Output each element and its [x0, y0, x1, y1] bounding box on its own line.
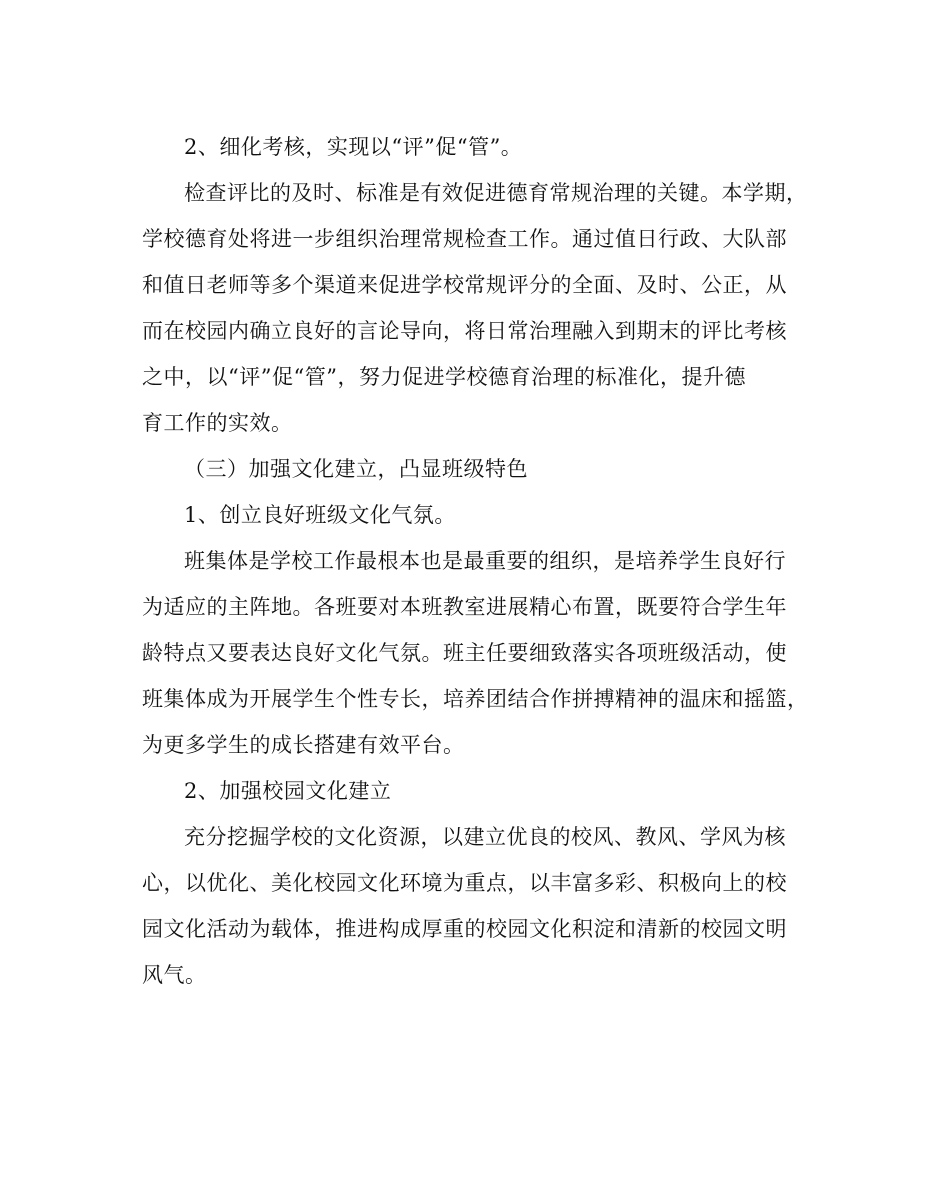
list-item-class-culture: [142, 492, 807, 538]
text-line: 2、加强校园文化建立: [184, 779, 392, 803]
paragraph-inspection: [142, 170, 807, 446]
list-item-assessment: [142, 124, 807, 170]
text-line: 充分挖掘学校的文化资源，以建立优良的校风、教风、学风为核: [184, 825, 786, 849]
text-line: 园文化活动为载体，推进构成厚重的校园文化积淀和清新的校园文明: [142, 917, 787, 941]
section-heading: [142, 446, 807, 492]
text-line: 为适应的主阵地。各班要对本班教室进展精心布置，既要符合学生年: [142, 595, 787, 619]
text-line: 而在校园内确立良好的言论导向，将日常治理融入到期末的评比考核: [142, 319, 787, 343]
text-line: 班集体成为开展学生个性专长，培养团结合作拼搏精神的温床和摇篮，: [142, 687, 809, 711]
text-line: 1、创立良好班级文化气氛。: [184, 503, 456, 527]
text-line: 2、细化考核，实现以“评”促“管”。: [184, 135, 523, 159]
text-line: 和值日老师等多个渠道来促进学校常规评分的全面、及时、公正，从: [142, 273, 787, 297]
paragraph-class-collective: [142, 538, 807, 768]
text-line: 之中，以“评”促“管”，努力促进学校德育治理的标准化，提升德: [142, 365, 746, 389]
text-line: 心，以优化、美化校园文化环境为重点，以丰富多彩、积极向上的校: [142, 871, 787, 895]
text-line: 为更多学生的成长搭建有效平台。: [142, 733, 465, 757]
text-line: 龄特点又要表达良好文化气氛。班主任要细致落实各项班级活动，使: [142, 641, 787, 665]
paragraph-campus-resources: [142, 814, 807, 998]
heading-line: （三）加强文化建立，凸显班级特色: [184, 457, 528, 481]
text-line: 育工作的实效。: [142, 411, 293, 435]
text-line: 检查评比的及时、标准是有效促进德育常规治理的关键。本学期，: [184, 181, 808, 205]
list-item-campus-culture: [142, 768, 807, 814]
document-body: [142, 124, 807, 998]
text-line: 学校德育处将进一步组织治理常规检查工作。通过值日行政、大队部: [142, 227, 787, 251]
text-line: 班集体是学校工作最根本也是最重要的组织，是培养学生良好行: [184, 549, 786, 573]
text-line: 风气。: [142, 963, 207, 987]
